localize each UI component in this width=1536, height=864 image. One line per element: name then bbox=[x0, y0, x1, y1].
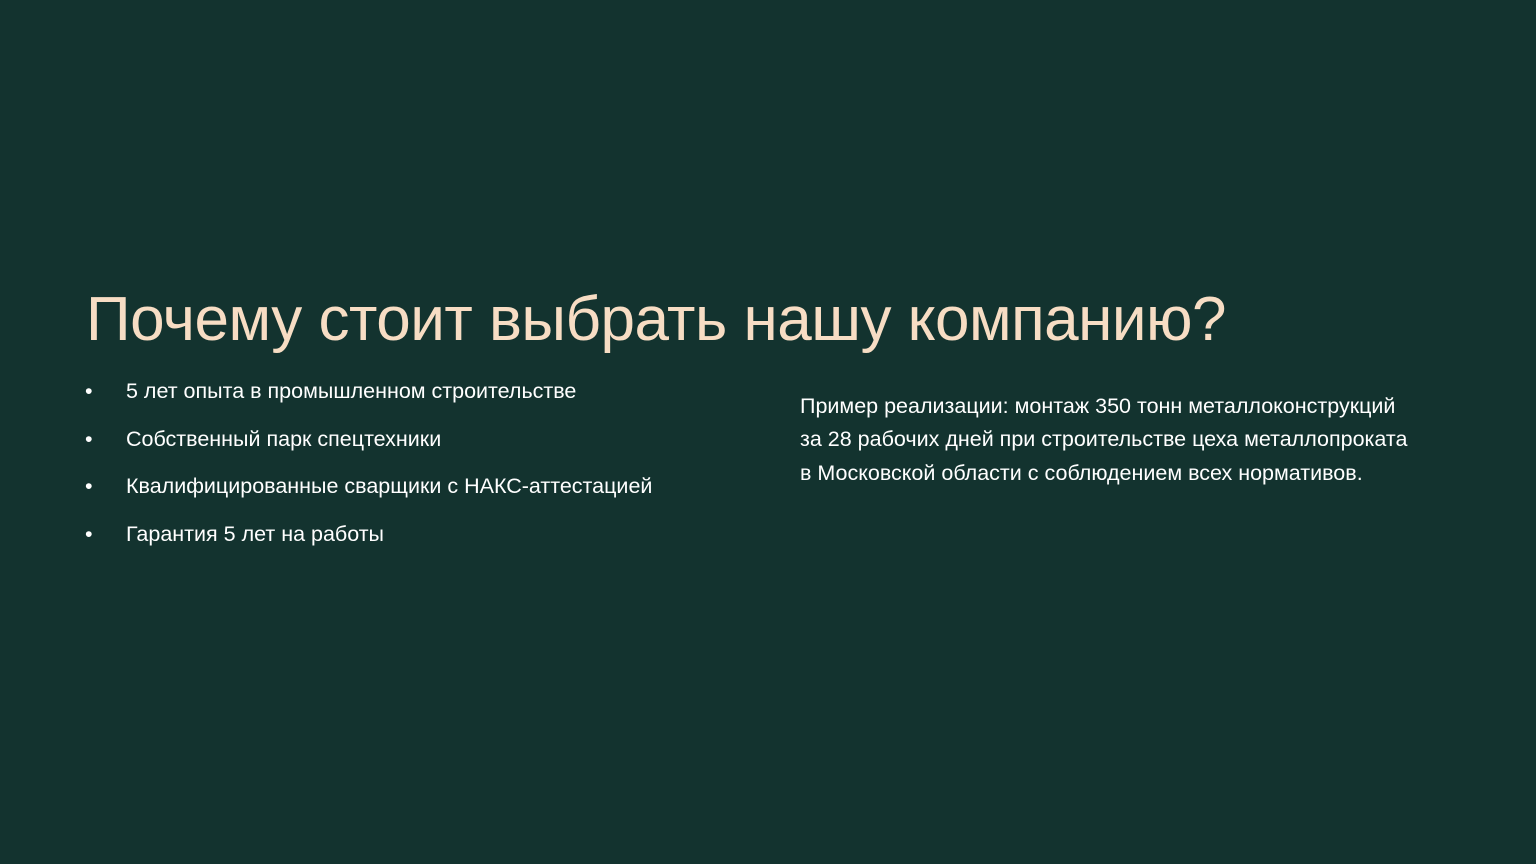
case-example-column bbox=[800, 390, 1410, 490]
page-title: Почему стоит выбрать нашу компанию? bbox=[86, 284, 1227, 354]
list-item-label: Гарантия 5 лет на работы bbox=[126, 522, 385, 547]
list-item-label: Собственный парк спецтехники bbox=[126, 426, 442, 451]
list-item bbox=[80, 518, 740, 551]
bullet-icon: • bbox=[85, 522, 93, 547]
bullet-icon: • bbox=[85, 426, 93, 451]
list-item-label: 5 лет опыта в промышленном строительстве bbox=[126, 379, 577, 403]
list-item bbox=[80, 470, 740, 503]
benefits-list bbox=[80, 375, 740, 551]
bullet-icon: • bbox=[85, 379, 93, 403]
list-item bbox=[80, 375, 740, 408]
benefits-column bbox=[80, 375, 740, 566]
list-item bbox=[80, 423, 740, 456]
bullet-icon: • bbox=[85, 474, 93, 499]
case-example-text: Пример реализации: монтаж 350 тонн металлоконструкций за 28 рабочих дней при строительстве цеха металлопроката в Московской области с соблюдением всех нормативов. bbox=[800, 394, 1408, 485]
list-item-label: Квалифицированные сварщики с НАКС-аттестацией bbox=[126, 474, 653, 499]
